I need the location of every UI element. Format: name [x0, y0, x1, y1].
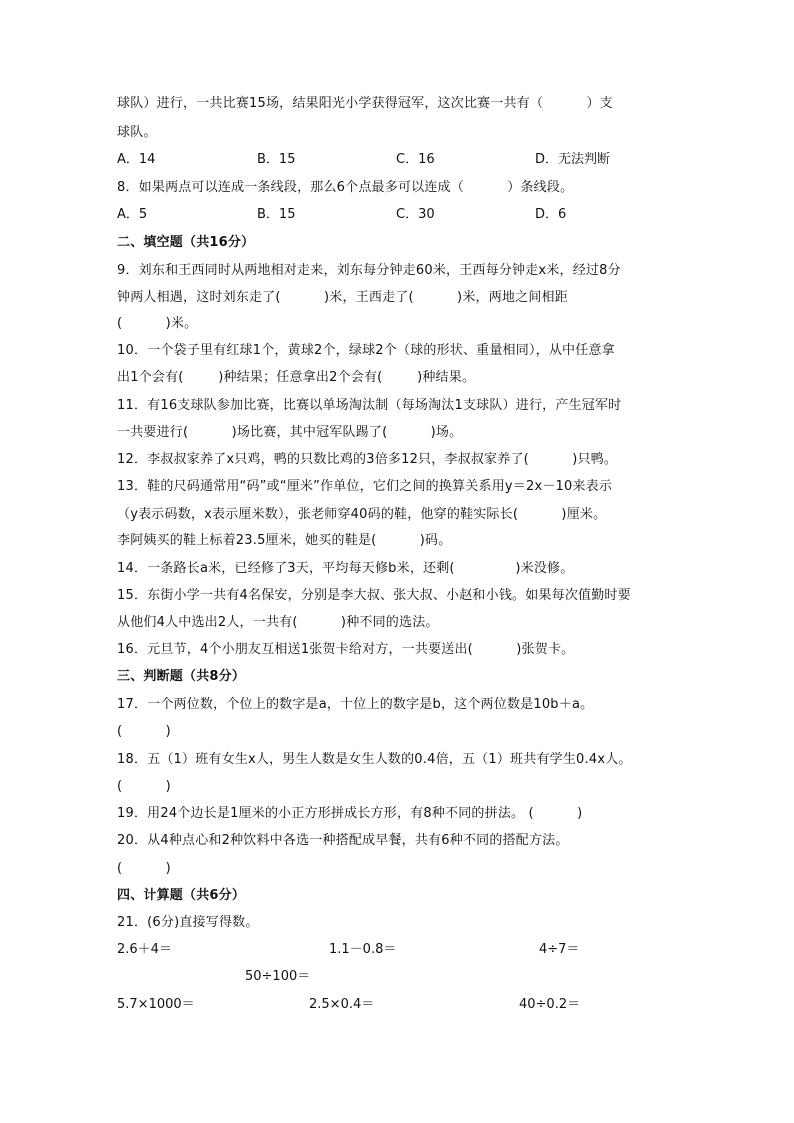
q20-answer-blank: ( ) [117, 861, 171, 876]
calc-item: 2.6＋4＝ [117, 942, 172, 957]
q11-line-1: 11．有16支球队参加比赛，比赛以单场淘汰制（每场淘汰1支球队）进行，产生冠军时 [117, 398, 622, 413]
q10-line-1: 10．一个袋子里有红球1个，黄球2个，绿球2个（球的形状、重量相同），从中任意拿 [117, 343, 615, 358]
q13-line-3: 李阿姨买的鞋上标着23.5厘米，她买的鞋是( )码。 [117, 533, 452, 548]
q15-line-1: 15．东街小学一共有4名保安，分别是李大叔、张大叔、小赵和小钱。如果每次值勤时要 [117, 588, 631, 603]
q7-option-a: A．14 [117, 152, 156, 167]
q16-text: 16．元旦节，4个小朋友互相送1张贺卡给对方，一共要送出( )张贺卡。 [117, 642, 575, 657]
q7-option-c: C．16 [396, 152, 435, 167]
q9-line-1: 9．刘东和王西同时从两地相对走来，刘东每分钟走60米，王西每分钟走x米，经过8分 [117, 263, 621, 278]
q8-option-c: C．30 [396, 207, 435, 222]
q7-option-b: B．15 [257, 152, 296, 167]
q11-line-2: 一共要进行( )场比赛，其中冠军队踢了( )场。 [117, 425, 463, 440]
section-heading-calculation: 四、计算题（共6分） [117, 888, 246, 903]
q14-text: 14．一条路长a米，已经修了3天，平均每天修b米，还剩( )米没修。 [117, 561, 574, 576]
calc-item: 2.5×0.4＝ [309, 997, 375, 1012]
q17-answer-blank: ( ) [117, 724, 171, 739]
calc-item: 50÷100＝ [245, 969, 311, 984]
calc-item: 4÷7＝ [539, 942, 580, 957]
q21-text: 21．(6分)直接写得数。 [117, 915, 259, 930]
q9-line-3: ( )米。 [117, 316, 198, 331]
calc-item: 5.7×1000＝ [117, 997, 195, 1012]
q8-option-b: B．15 [257, 207, 296, 222]
q8-option-d: D．6 [535, 207, 567, 222]
section-heading-judgement: 三、判断题（共8分） [117, 669, 246, 684]
q12-text: 12．李叔叔家养了x只鸡，鸭的只数比鸡的3倍多12只，李叔叔家养了( )只鸭。 [117, 452, 618, 467]
calc-item: 1.1－0.8＝ [329, 942, 397, 957]
section-heading-fill-in: 二、填空题（共16分） [117, 235, 255, 250]
q15-line-2: 从他们4人中选出2人，一共有( )种不同的选法。 [117, 615, 439, 630]
q8-option-a: A．5 [117, 207, 148, 222]
q20-text: 20．从4种点心和2种饮料中各选一种搭配成早餐，共有6种不同的搭配方法。 [117, 833, 569, 848]
calc-item: 40÷0.2＝ [519, 997, 581, 1012]
q7-text-end: 球队。 [117, 125, 157, 140]
q7-text-continued: 球队）进行，一共比赛15场，结果阳光小学获得冠军，这次比赛一共有（ ）支 [117, 96, 613, 111]
q18-text: 18．五（1）班有女生x人，男生人数是女生人数的0.4倍，五（1）班共有学生0.4x人。 [117, 752, 632, 767]
q17-text: 17．一个两位数，个位上的数字是a，十位上的数字是b，这个两位数是10b＋a。 [117, 697, 594, 712]
q7-option-d: D．无法判断 [535, 152, 611, 167]
q18-answer-blank: ( ) [117, 779, 171, 794]
q13-line-1: 13．鞋的尺码通常用“码”或“厘米”作单位，它们之间的换算关系用y＝2x－10来表示 [117, 479, 613, 494]
q8-text: 8．如果两点可以连成一条线段，那么6个点最多可以连成（ ）条线段。 [117, 180, 574, 195]
q13-line-2: （y表示码数，x表示厘米数），张老师穿40码的鞋，他穿的鞋实际长( )厘米。 [117, 507, 607, 522]
q9-line-2: 钟两人相遇，这时刘东走了( )米，王西走了( )米，两地之间相距 [117, 290, 568, 305]
q19-text: 19．用24个边长是1厘米的小正方形拼成长方形，有8种不同的拼法。 ( ) [117, 806, 583, 821]
q10-line-2: 出1个会有( )种结果；任意拿出2个会有( )种结果。 [117, 370, 476, 385]
